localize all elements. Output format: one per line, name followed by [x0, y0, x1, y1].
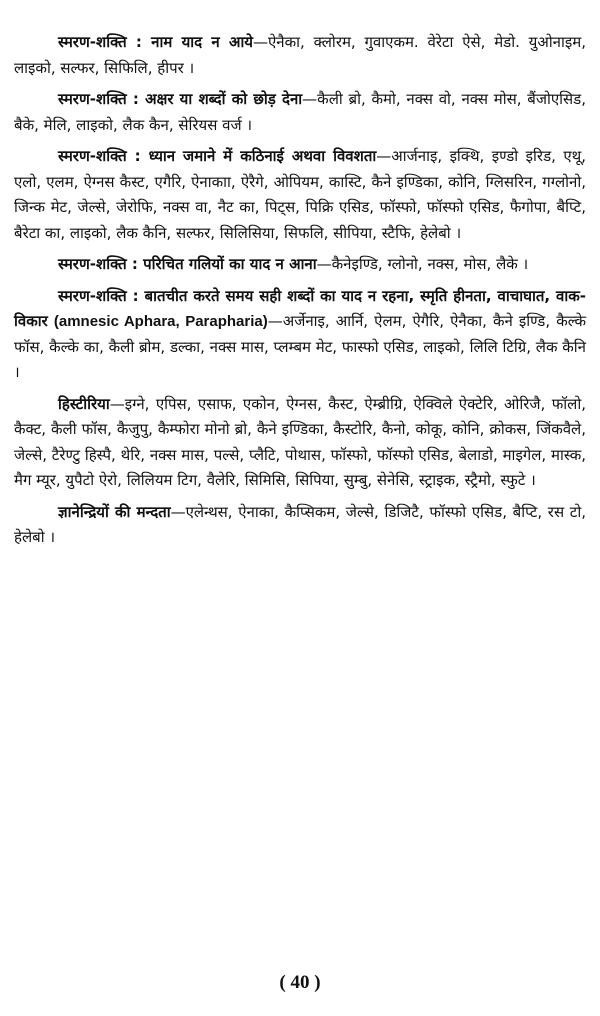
paragraph-text: —ऐनैका, क्लोरम, गुवाएकम. वेरेटा ऐसे, मेडो. युओनाइम, लाइको, सल्फर, सिफिलि, हीपर ।: [14, 33, 586, 77]
paragraph-heading: स्मरण-शक्ति : नाम याद न आये: [58, 33, 253, 51]
paragraph-memory-letters-words: [14, 87, 586, 138]
paragraph-heading: ज्ञानेन्द्रियों की मन्दता: [58, 502, 171, 521]
paragraph-heading: हिस्टीरिया: [58, 394, 110, 413]
paragraph-memory-names: [14, 30, 586, 81]
page-number: ( 40 ): [279, 972, 321, 993]
page-body: [14, 30, 586, 557]
paragraph-memory-concentration: [14, 144, 586, 246]
paragraph-text: —अर्जेनाइ, आर्नि, ऐलम, ऐगैरि, ऐनैका, कैने इण्डि, कैल्के फॉस, कैल्के का, कैली ब्रोम, डल्का, नक्स मास, प्लम्बम मेट, फास्फो एसिड, लाइको, लिलि टिग्रि, लैक कैनि ।: [14, 312, 586, 381]
paragraph-text: —कैली ब्रो, कैमो, नक्स वो, नक्स मोस, बैंजोएसिड, बैके, मेलि, लाइको, लैक कैन, सेरियस वर्ज ।: [14, 90, 586, 134]
paragraph-memory-familiar-streets: [14, 252, 586, 278]
paragraph-heading: स्मरण-शक्ति : परिचित गलियों का याद न आना: [58, 255, 317, 273]
paragraph-text: —एलेन्थस, ऐनाका, कैप्सिकम, जेल्से, डिजिटै, फॉस्फो एसिड, बैप्टि, रस टो, हेलेबो ।: [14, 502, 586, 546]
paragraph-hysteria: [14, 392, 586, 494]
paragraph-text: —इग्ने, एपिस, एसाफ, एकोन, ऐग्नस, कैस्ट, ऐम्ब्रीग्रि, ऐक्विले ऐक्टेरि, ओरिजै, फॉलो, कैक्ट, कैली फॉस, कैजुपु, कैम्फोरा मोनो ब्रो, कैने इण्डिका, कैस्टोरि, कैनो, कोकू, कोनि, क्रोकस, जिंकवैले, जेल्से, टैरेण्टु हिस्पै, थेरि, नक्स मास, पल्से, प्लैटि, पोथास, फॉस्फो, फॉस्फो एसिड, बेलाडो, माइगेल, मास्क, मैग म्यूर, युपैटो ऐरो, लिलियम टिग, वैलेरि, सिमिसि, सिपिया, सुम्बु, सेनेसि, स्ट्राइक, स्ट्रैमो, स्फुटे ।: [14, 394, 586, 489]
paragraph-latin-term: (amnesic Aphara, Parapharia): [53, 313, 268, 330]
paragraph-text: —कैनेइण्डि, ग्लोनो, नक्स, मोस, लैके ।: [316, 255, 529, 273]
paragraph-heading: स्मरण-शक्ति : अक्षर या शब्दों को छोड़ देना: [58, 90, 303, 108]
paragraph-heading: स्मरण-शक्ति : ध्यान जमाने में कठिनाई अथवा विवशता: [58, 147, 377, 165]
paragraph-heading: स्मरण-शक्ति : बातचीत करते समय सही शब्दों का याद न रहना, स्मृति हीनता, वाचाघात, वाक-विकार: [14, 286, 586, 330]
paragraph-dullness-of-senses: [14, 500, 586, 551]
paragraph-text: —आर्जनाइ, इक्थि, इण्डो इरिड, एथू, एलो, एलम, ऐग्नस कैस्ट, एगैरि, ऐनाकाा, ऐरैगे, ओपियम, कास्टि, कैने इण्डिका, कोनि, ग्लिसरिन, गग्लोनो, जिन्क मेट, जेल्से, जेरोफि, नक्स वा, नैट का, पिट्स, पिक्रि एसिड, फॉस्फो, फॉस्फो एसिड, फैगोपा, बैप्टि, बैरेटा का, लाइको, लैक कैनि, सल्फर, सिलिसिया, सिफलि, सीपिया, स्टैफि, हेलेबो ।: [14, 147, 586, 242]
paragraph-memory-aphasia: [14, 284, 586, 386]
